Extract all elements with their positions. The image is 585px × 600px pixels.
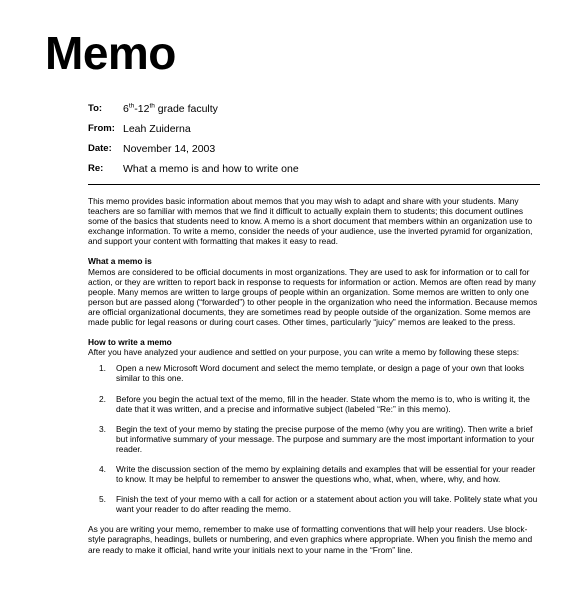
list-item — [88, 363, 540, 383]
date-label: Date: — [88, 143, 112, 154]
memo-title: Memo — [45, 27, 176, 79]
to-value-part: 6 — [123, 103, 129, 115]
to-value-sup: th — [149, 102, 155, 110]
step-number: 2. — [99, 393, 106, 404]
how-intro-paragraph: After you have analyzed your audience and settled on your purpose, you can write a memo by following these steps: — [88, 347, 520, 358]
step-text: Finish the text of your memo with a call for action or a statement about action you will take. Politely state what you want your reader to do after reading the memo. — [116, 494, 538, 515]
from-label: From: — [88, 123, 115, 134]
to-value — [123, 101, 218, 117]
list-item — [88, 394, 540, 414]
step-number: 1. — [99, 363, 106, 374]
to-value-part: -12 — [134, 103, 150, 115]
section-heading-how: How to write a memo — [88, 337, 172, 348]
re-value: What a memo is and how to write one — [123, 163, 299, 175]
list-item — [88, 424, 540, 454]
steps-list — [88, 363, 540, 514]
list-item — [88, 494, 540, 514]
what-paragraph: Memos are considered to be official documents in most organizations. They are used to ask for information or to call for action, or they are written to report back in response to requests for information or action. Memos are often read by many people. Many memos are written to large groups of people within an organization. Some memos are written to only one person but are passed along (“forwarded”) to other people in the organization who need the information. Because memos are official organizational documents, they are sometimes read by people outside of the organization. Some memos are made public for legal reasons or during court cases. Other times, particularly “juicy” memos are leaked to the press. — [88, 266, 538, 328]
step-number: 4. — [99, 463, 106, 474]
step-text: Write the discussion section of the memo by explaining details and examples that will be essential for your reader to know. It may be helpful to remember to answer the questions who, what, when, where, why, and how. — [116, 463, 536, 485]
step-number: 5. — [99, 494, 106, 505]
step-text: Before you begin the actual text of the memo, fill in the header. State whom the memo is to, who is writing it, the date that it was written, and a precise and informative subject (labeled “Re:” in this memo). — [116, 393, 530, 414]
step-number: 3. — [99, 423, 106, 434]
step-text: Open a new Microsoft Word document and select the memo template, or design a page of your own that looks similar to this one. — [116, 363, 525, 384]
header-divider — [88, 184, 540, 185]
to-value-sup: th — [128, 102, 135, 110]
list-item — [88, 464, 540, 484]
re-label: Re: — [88, 163, 104, 174]
intro-paragraph: This memo provides basic information about memos that you may wish to adapt and share with your students. Many teachers are so familiar with memos that we find it difficult to actually explain them to students; this document outlines some of the basics that students need to know. A memo is a short document that members within an organization use to exchange information. To write a memo, consider the needs of your audience, use the inverted pyramid for organization, and support your content with formatting that makes it easy to read. — [88, 196, 533, 247]
closing-paragraph: As you are writing your memo, remember to make use of formatting conventions that will help your readers. Use block-style paragraphs, headings, bullets or numbering, and even graphics where appropriate. When you finish the memo and are ready to make it official, hand write your initials next to your name in the “From” line. — [88, 524, 533, 555]
memo-body — [88, 196, 540, 555]
from-value: Leah Zuiderna — [123, 123, 191, 135]
section-heading-what: What a memo is — [88, 256, 152, 267]
step-text: Begin the text of your memo by stating the precise purpose of the memo (why you are writing). Then write a brief but informative summary of your message. The purpose and summary are the most important information to your reader. — [116, 423, 535, 454]
date-value: November 14, 2003 — [123, 143, 216, 155]
to-value-part: grade faculty — [154, 103, 218, 115]
to-label: To: — [88, 103, 103, 114]
